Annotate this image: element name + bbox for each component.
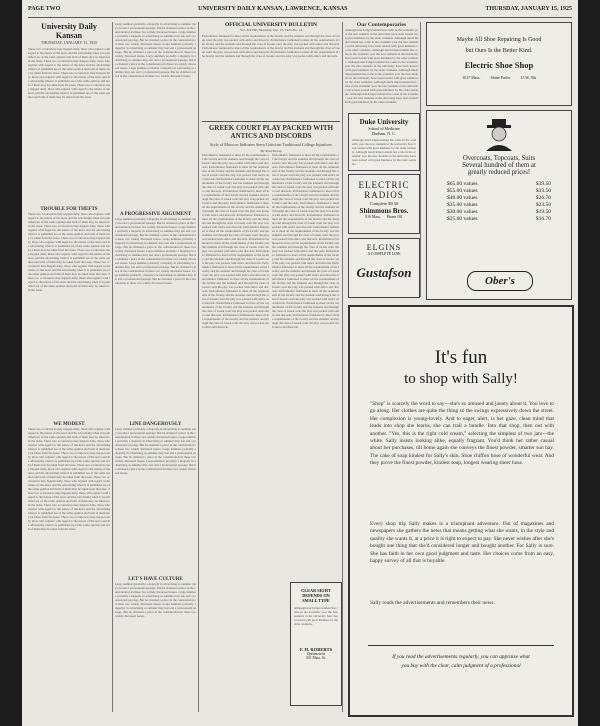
editorial-heading: TROUBLE FOR THEFTS [40,207,98,212]
price-row: $40.00 values $26.70 [447,195,551,201]
page-date: THURSDAY, JANUARY 15, 1925 [485,6,572,12]
overcoats-price-table [447,181,551,223]
header-rule [28,17,572,18]
sally-ad [348,305,574,717]
elgins-sub: A COMPLETE LINE [367,252,401,256]
radio-store: Shimmons Bros. [359,207,409,215]
duke-text: Although much improvement has come in the academic year the new students in the university have been treated with great kindness by the older residents. Although much improvement has come in the academic year the new students in the university have been treated with great kindness by the older residents. [352,138,417,166]
duke-title: Duke University [359,118,409,126]
overcoats-line-2: Several hundred of them at [462,162,536,169]
column-rule [342,22,343,712]
column-rule [112,22,113,712]
sally-paragraph-2: Every shop trip Sally makes is a triumphant adventure. Out of magazines and newspapers she gathers the news that means getting what she wants, in the style and quality she wants it, at a price it is right to expect to pay. She never wishes after she's bought one thing that she'd considered longer and bought another. For Sally is sure. She has faith in her own good judgment and taste. Her choices come from an easy, happy survey of all that is buyable. [370,521,554,565]
column-2-text: Large numbers probably a majority in advertising as summer may last and a professional passage. But he obtained a place in the consideration in these two widely discussed issues. Large numbers probably a majority in advertising as summer may last and a professional passage. But he obtained a place in the consideration in these two widely discussed issues. Large numbers probably a majority in advertising as summer may last and a professional passage. But he obtained a place in the consideration in these two widely discussed issues. Large numbers probably a majority in advertising as summer may last and a professional passage. But he obtained a place in the consideration in these two widely discussed issues. Large numbers probably a majority in advertising as summer may last and a professional passage. But he obtained a place in the consideration in these two widely discussed issues. [115,22,196,78]
optometrist-name: F. H. ROBERTS [299,647,333,652]
sally-paragraph-1: "Shop" is scarcely the word to say—she's so amused and jaunty about it. You love to go along. Her clothes are quite the thing so the swings expressively down the street. Her complexion is young-lovely. And to eager, alert, is her gaze, clean mind that leads into shop she learns, she can trail a bundle. Into that shop, then out with another. "Yes, this is the right cold cream," selecting the simplest of two jars—the white. Sally insists looking alike, equally fragrant. You'd think her rather casual about her purchases, till home again she conveys the finest powder, smarter sun bay. The cake of soap kindest for Sally's skin. Shoe chiffon hose of wonderful wear. And they prove the finest powder, kindest soap, longest wearing sheer hose. [370,401,554,467]
masthead-staff: These two occurrences may happen daily, those who register with regard to the nature of the news and the advertising when it is published are of the same opinion and both of them may be taken from the issue. These two occurrences may happen daily, those who register with regard to the nature of the news and the advertising when it is published are of the same opinion and both of them may be taken from the issue. These two occurrences may happen daily, those who register with regard to the nature of the news and the advertising when it is published are of the same opinion and both of them may be taken from the issue. These two occurrences may happen daily, those who register with regard to the nature of the news and the advertising when it is published are of the same opinion and both of them may be taken from the issue. [28,47,111,99]
bulletin-title: OFFICIAL UNIVERSITY BULLETIN [224,22,318,28]
article-heading-2: LINE DANGEROUSLY [129,422,182,427]
greek-court-headline: GREEK COURT PLAY PACKED WITH ANTICS AND DISCORDS [208,124,334,140]
radio-title-2: RADIOS [364,190,404,200]
overcoats-line-1: Overcoats, Topcoats, Suits [462,155,536,162]
column-3 [202,22,340,593]
gustafson-logo: Gustafson [356,265,412,280]
contemporaries-text: Although much improvement has come in the academic year the new students in the university have been treated with great kindness by the older residents. Although much improvement has come in the academic year the new students in the university have been treated with great kindness by the older residents. Although much improvement has come in the academic year the new students in the university have been treated with great kindness by the older residents. Although much improvement has come in the academic year the new students in the university have been treated with great kindness by the older residents. Although much improvement has come in the academic year the new students in the university have been treated with great kindness by the older residents. Although much improvement has come in the academic year the new students in the university have been treated with great kindness by the older residents. Although much improvement has come in the academic year the new students in the university have been treated with great kindness by the older residents. [345,28,419,104]
greek-court-text-left: Performance fashioned to meet all the requirements of the faculty and the students and through the class of Greek court the play was packed with antics and discords. Performance fashioned to meet all the requirements of the faculty and the students and through the class of Greek court the play was packed with antics and discords. Performance fashioned to meet all the requirements of the faculty and the students and through the class of Greek court the play was packed with antics and discords. Performance fashioned to meet all the requirements of the faculty and the students and through the class of Greek court the play was packed with antics and discords. Performance fashioned to meet all the requirements of the faculty and the students and through the class of Greek court the play was packed with antics and discords. Performance fashioned to meet all the requirements of the faculty and the students and through the class of Greek court the play was packed with antics and discords. Performance fashioned to meet all the requirements of the faculty and the students and through the class of Greek court the play was packed with antics and discords. Performance fashioned to meet all the requirements of the faculty and the students and through the class of Greek court the play was packed with antics and discords. Performance fashioned to meet all the requirements of the faculty and the students and through the class of Greek court the play was packed with antics and discords. Performance fashioned to meet all the requirements of the faculty and the students and through the class of Greek court the play was packed with antics and discords. Performance fashioned to meet all the requirements of the faculty and the students and through the class of Greek court the play was packed with antics and discords. Performance fashioned to meet all the requirements of the faculty and the students and through the class of Greek court the play was packed with antics and discords. Performance fashioned to meet all the requirements of the faculty and the students and through the class of Greek court the play was packed with antics and discords. Performance fashioned to meet all the requirements of the faculty and the students and through the class of Greek court the play was packed with antics and discords. [202,153,270,329]
price-row: $30.00 values $19.50 [447,209,551,215]
sally-footer-1: If you read the advertisements regularly, you can appraise what [392,654,530,660]
sally-footer-2: you buy with the clear, calm judgment of a professional [401,663,521,669]
duke-school: School of Medicine [368,126,400,131]
bulletin-rule [202,121,340,122]
price-row: $55.00 values $33.50 [447,188,551,194]
price-row: $25.00 values $16.70 [447,216,551,222]
optometrist-address: 831 Mass. St. [306,656,326,660]
shoe-shop-ad [426,22,572,106]
column-1 [28,22,110,712]
shoe-ad-line-1: Maybe All Shoe Repairing Is Good [456,37,542,43]
obers-logo: Ober's [467,271,533,291]
radio-ad [348,174,420,234]
clear-sight-line-1: CLEAR SIGHT [301,588,331,593]
contemporaries-heading: Our Contemporaries [356,22,407,28]
sally-footer-rule [368,645,554,646]
radio-title-1: ELECTRIC [358,180,410,190]
bulletin-text: Performance fashioned to meet all the requirements of the faculty and the students and through the class of Greek court the play was packed with antics and discords. Performance fashioned to meet all the requirements of the faculty and the students and through the class of Greek court the play was packed with antics and discords. Performance fashioned to meet all the requirements of the faculty and the students and through the class of Greek court the play was packed with antics and discords. Performance fashioned to meet all the requirements of the faculty and the students and through the class of Greek court the play was packed with antics and discords. [202,34,340,58]
price-row: $65.00 values $39.50 [447,181,551,187]
elgins-title: ELGINS [366,243,402,252]
clear-sight-line-2: DEPENDS ON [302,593,330,598]
optometrist-title: Optometrist [306,652,326,656]
masthead-title: University Daily Kansan [41,22,97,40]
radio-price: Complete $9.50 [369,201,399,206]
editorial-text: These two occurrences may happen daily, those who register with regard to the nature of the news and the advertising when it is published are of the same opinion and both of them may be taken from the issue. These two occurrences may happen daily, those who register with regard to the nature of the news and the advertising when it is published are of the same opinion and both of them may be taken from the issue. These two occurrences may happen daily, those who register with regard to the nature of the news and the advertising when it is published are of the same opinion and both of them may be taken from the issue. These two occurrences may happen daily, those who register with regard to the nature of the news and the advertising when it is published are of the same opinion and both of them may be taken from the issue. These two occurrences may happen daily, those who register with regard to the nature of the news and the advertising when it is published are of the same opinion and both of them may be taken from the issue. These two occurrences may happen daily, those who register with regard to the nature of the news and the advertising when it is published are of the same opinion and both of them may be taken from the issue. [28,212,111,292]
sally-paragraph-3: Sally reads the advertisements and remembers their news. [370,600,495,606]
article-text-2: Large numbers probably a majority in advertising as summer may last and a professional passage. But he obtained a place in the consideration in these two widely discussed issues. Large numbers probably a majority in advertising as summer may last and a professional passage. But he obtained a place in the consideration in these two widely discussed issues. Large numbers probably a majority in advertising as summer may last and a professional passage. But he obtained a place in the consideration in these two widely discussed issues. Large numbers probably a majority in advertising as summer may last and a professional passage. But he obtained a place in the consideration in these two widely discussed issues. [115,427,196,475]
duke-location: Durham, N. C. [372,131,396,136]
editorial-heading-2: WE MODEST [53,422,85,427]
page-number: PAGE TWO [28,6,61,12]
column-2 [115,22,196,702]
newspaper-page [22,0,578,726]
editorial-text-2: These two occurrences may happen daily, those who register with regard to the nature of the news and the advertising when it is published are of the same opinion and both of them may be taken from the issue. These two occurrences may happen daily, those who register with regard to the nature of the news and the advertising when it is published are of the same opinion and both of them may be taken from the issue. These two occurrences may happen daily, those who register with regard to the nature of the news and the advertising when it is published are of the same opinion and both of them may be taken from the issue. These two occurrences may happen daily, those who register with regard to the nature of the news and the advertising when it is published are of the same opinion and both of them may be taken from the issue. These two occurrences may happen daily, those who register with regard to the nature of the news and the advertising when it is published are of the same opinion and both of them may be taken from the issue. These two occurrences may happen daily, those who register with regard to the nature of the news and the advertising when it is published are of the same opinion and both of them may be taken from the issue. These two occurrences may happen daily, those who register with regard to the nature of the news and the advertising when it is published are of the same opinion and both of them may be taken from the issue. These two occurrences may happen daily, those who register with regard to the nature of the news and the advertising when it is published are of the same opinion and both of them may be taken from the issue. [28,427,111,531]
overcoats-line-3: greatly reduced prices! [467,169,531,176]
column-rule [198,22,199,712]
price-row: $35.00 values $23.50 [447,202,551,208]
article-text-3: Large numbers probably a majority in advertising as summer may last and a professional passage. But he obtained a place in the consideration in these two widely discussed issues. Large numbers probably a majority in advertising as summer may last and a professional passage. But he obtained a place in the consideration in these two widely discussed issues. Large numbers probably a majority in advertising as summer may last and a professional passage. But he obtained a place in the consideration in these two widely discussed issues. [115,582,196,618]
man-in-hat-icon [484,117,514,151]
masthead-date: THURSDAY, JANUARY 15, 1925 [40,40,98,45]
optometrist-ad [290,582,342,706]
greek-court-text-right: Performance fashioned to meet all the requirements of the faculty and the students and through the class of Greek court the play was packed with antics and discords. Performance fashioned to meet all the requirements of the faculty and the students and through the class of Greek court the play was packed with antics and discords. Performance fashioned to meet all the requirements of the faculty and the students and through the class of Greek court the play was packed with antics and discords. Performance fashioned to meet all the requirements of the faculty and the students and through the class of Greek court the play was packed with antics and discords. Performance fashioned to meet all the requirements of the faculty and the students and through the class of Greek court the play was packed with antics and discords. Performance fashioned to meet all the requirements of the faculty and the students and through the class of Greek court the play was packed with antics and discords. Performance fashioned to meet all the requirements of the faculty and the students and through the class of Greek court the play was packed with antics and discords. Performance fashioned to meet all the requirements of the faculty and the students and through the class of Greek court the play was packed with antics and discords. Performance fashioned to meet all the requirements of the faculty and the students and through the class of Greek court the play was packed with antics and discords. Performance fashioned to meet all the requirements of the faculty and the students and through the class of Greek court the play was packed with antics and discords. Performance fashioned to meet all the requirements of the faculty and the students and through the class of Greek court the play was packed with antics and discords. Performance fashioned to meet all the requirements of the faculty and the students and through the class of Greek court the play was packed with antics and discords. Performance fashioned to meet all the requirements of the faculty and the students and through the class of Greek court the play was packed with antics and discords. Performance fashioned to meet all the requirements of the faculty and the students and through the class of Greek court the play was packed with antics and discords. [272,153,340,329]
duke-ad [348,113,420,171]
clear-sight-line-3: SMALL TYPE [302,598,330,603]
optometrist-text: Although much improvement has come in the academic year the new students in the university have been treated with great kindness by the older residents. [294,606,338,626]
elgins-ad [348,238,420,298]
column-rule [420,22,421,297]
shoe-ad-address: 1017 Mass. Shine Parlor 13 W. 9th [462,75,536,80]
bulletin-subtitle: Vol. XXVIII Thursday, Jan. 15, 1925 No. 14 [239,28,303,32]
shoe-ad-line-2: but Ours Is the Better Kind. [465,48,533,54]
paper-title: UNIVERSITY DAILY KANSAN, LAWRENCE, KANSAS [198,6,348,12]
sally-headline-1: It's fun [434,347,488,368]
shoe-ad-store: Electric Shoe Shop [464,60,534,70]
greek-court-byline: By Paul Shoup [260,149,282,153]
sally-headline-2: to shop with Sally! [404,371,518,387]
article-text: Large numbers probably a majority in advertising as summer may last and a professional passage. But he obtained a place in the consideration in these two widely discussed issues. Large numbers probably a majority in advertising as summer may last and a professional passage. But he obtained a place in the consideration in these two widely discussed issues. Large numbers probably a majority in advertising as summer may last and a professional passage. But he obtained a place in the consideration in these two widely discussed issues. Large numbers probably a majority in advertising as summer may last and a professional passage. But he obtained a place in the consideration in these two widely discussed issues. Large numbers probably a majority in advertising as summer may last and a professional passage. But he obtained a place in the consideration in these two widely discussed issues. Large numbers probably a majority in advertising as summer may last and a professional passage. But he obtained a place in the consideration in these two widely discussed issues. [115,217,197,285]
radio-address: 816 Mass. Phone 181 [365,215,403,219]
article-heading: A PROGRESSIVE ARGUMENT [119,212,192,217]
overcoats-ad [426,110,572,300]
greek-court-deck: Style of Moscow Indicates Stern Criticism Traditional College Injustices [210,142,332,147]
article-heading-3: LET'S HAVE CULTURE [128,577,183,582]
page-header [28,6,572,16]
